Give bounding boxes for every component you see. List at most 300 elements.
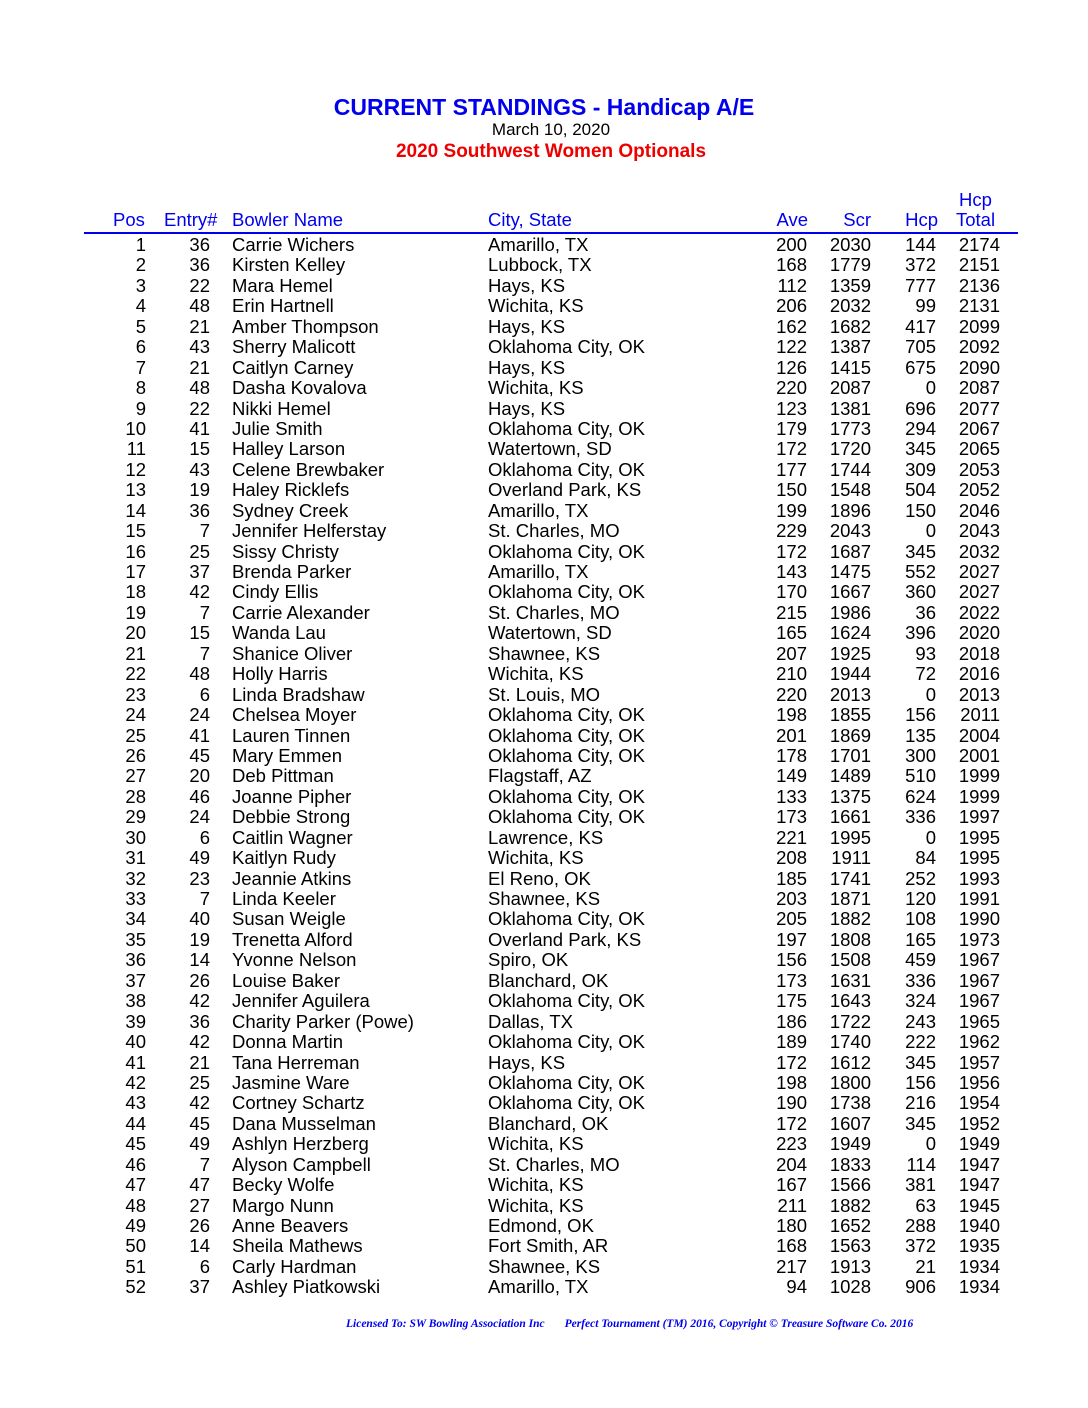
table-row [0,235,1088,255]
cell-scr: 1475 [829,561,871,582]
cell-hcp: 777 [905,274,936,296]
cell-ave: 179 [776,417,807,439]
cell-hcp: 300 [905,744,936,766]
cell-entry: 42 [189,990,210,1012]
cell-entry: 49 [189,847,210,869]
cell-city-state: Hays, KS [488,315,566,337]
cell-bowler-name: Kaitlyn Rudy [232,847,336,869]
cell-hcp-total: 2052 [958,479,1000,501]
table-row [0,1236,1088,1256]
cell-scr: 1682 [829,315,871,337]
cell-bowler-name: Yvonne Nelson [232,949,357,971]
cell-hcp: 150 [905,499,936,521]
cell-hcp-total: 2099 [958,315,1000,337]
cell-scr: 1387 [829,336,871,358]
table-row [0,848,1088,868]
cell-hcp-total: 1947 [958,1174,1000,1196]
cell-hcp: 552 [905,561,936,582]
cell-city-state: Amarillo, TX [488,1276,589,1298]
cell-city-state: Oklahoma City, OK [488,990,645,1012]
cell-bowler-name: Trenetta Alford [232,928,353,950]
cell-entry: 36 [189,254,210,276]
table-row [0,480,1088,500]
cell-hcp: 0 [925,1133,936,1155]
table-row [0,603,1088,623]
cell-scr: 1773 [829,417,871,439]
cell-ave: 220 [776,683,807,705]
cell-scr: 1508 [829,949,871,971]
cell-entry: 7 [199,888,210,909]
cell-hcp-total: 2022 [958,601,1000,623]
cell-pos: 22 [125,663,146,685]
cell-bowler-name: Cortney Schartz [232,1092,365,1114]
cell-entry: 45 [189,1112,210,1134]
cell-entry: 49 [189,1133,210,1155]
cell-bowler-name: Becky Wolfe [232,1174,335,1196]
cell-entry: 48 [189,377,210,399]
cell-hcp-total: 1995 [958,826,1000,848]
cell-hcp-total: 2136 [958,274,1000,296]
cell-city-state: Shawnee, KS [488,642,601,664]
cell-pos: 5 [135,315,146,337]
cell-city-state: Spiro, OK [488,949,569,971]
cell-entry: 21 [189,1051,210,1073]
cell-entry: 46 [189,785,210,807]
cell-hcp: 345 [905,438,936,460]
cell-pos: 38 [125,990,146,1012]
cell-pos: 8 [135,377,146,399]
cell-hcp: 0 [925,826,936,848]
cell-ave: 165 [776,622,807,644]
cell-pos: 7 [135,356,146,378]
table-row [0,991,1088,1011]
cell-bowler-name: Susan Weigle [232,908,346,930]
cell-ave: 199 [776,499,807,521]
cell-city-state: Amarillo, TX [488,499,589,521]
cell-scr: 1701 [829,744,871,766]
table-row [0,1196,1088,1216]
cell-bowler-name: Linda Keeler [232,888,336,909]
cell-bowler-name: Alyson Campbell [232,1153,371,1175]
cell-hcp: 510 [905,765,936,787]
cell-hcp: 459 [905,949,936,971]
cell-bowler-name: Tana Herreman [232,1051,360,1073]
cell-hcp-total: 1973 [958,928,1000,950]
cell-pos: 31 [125,847,146,869]
cell-entry: 41 [189,417,210,439]
cell-hcp: 135 [905,724,936,746]
cell-bowler-name: Jennifer Helferstay [232,520,387,542]
cell-bowler-name: Carrie Alexander [232,601,370,623]
cell-city-state: Oklahoma City, OK [488,806,645,828]
cell-hcp: 165 [905,928,936,950]
cell-ave: 200 [776,234,807,255]
cell-pos: 24 [125,704,146,726]
cell-ave: 217 [776,1255,807,1277]
cell-bowler-name: Sissy Christy [232,540,339,562]
cell-hcp-total: 1965 [958,1010,1000,1032]
table-row [0,562,1088,582]
cell-pos: 25 [125,724,146,746]
cell-hcp: 252 [905,867,936,889]
cell-bowler-name: Mara Hemel [232,274,333,296]
table-row [0,399,1088,419]
cell-entry: 41 [189,724,210,746]
cell-entry: 37 [189,1276,210,1298]
cell-scr: 1740 [829,1031,871,1053]
cell-entry: 42 [189,1092,210,1114]
cell-hcp: 675 [905,356,936,378]
cell-pos: 13 [125,479,146,501]
cell-bowler-name: Shanice Oliver [232,642,353,664]
cell-bowler-name: Celene Brewbaker [232,458,385,480]
cell-scr: 1687 [829,540,871,562]
cell-hcp-total: 1934 [958,1276,1000,1298]
cell-scr: 1667 [829,581,871,603]
cell-pos: 12 [125,458,146,480]
cell-scr: 2087 [829,377,871,399]
cell-entry: 47 [189,1174,210,1196]
cell-entry: 14 [189,1235,210,1257]
cell-bowler-name: Halley Larson [232,438,346,460]
cell-bowler-name: Kirsten Kelley [232,254,346,276]
cell-hcp-total: 1962 [958,1031,1000,1053]
table-row [0,1012,1088,1032]
cell-bowler-name: Donna Martin [232,1031,344,1053]
cell-ave: 123 [776,397,807,419]
cell-pos: 40 [125,1031,146,1053]
table-row [0,276,1088,296]
cell-hcp: 336 [905,969,936,991]
cell-hcp-total: 2092 [958,336,1000,358]
cell-hcp: 63 [915,1194,936,1216]
cell-hcp: 345 [905,1112,936,1134]
cell-scr: 1612 [829,1051,871,1073]
table-row [0,787,1088,807]
cell-pos: 18 [125,581,146,603]
cell-ave: 175 [776,990,807,1012]
cell-hcp: 417 [905,315,936,337]
cell-pos: 41 [125,1051,146,1073]
cell-ave: 197 [776,928,807,950]
cell-city-state: Blanchard, OK [488,969,609,991]
cell-ave: 170 [776,581,807,603]
cell-city-state: Wichita, KS [488,1194,584,1216]
cell-ave: 133 [776,785,807,807]
cell-ave: 186 [776,1010,807,1032]
cell-ave: 177 [776,458,807,480]
cell-scr: 1800 [829,1071,871,1093]
cell-ave: 172 [776,1051,807,1073]
cell-bowler-name: Dasha Kovalova [232,377,367,399]
cell-ave: 172 [776,438,807,460]
cell-hcp: 243 [905,1010,936,1032]
table-row [0,971,1088,991]
cell-scr: 1882 [829,1194,871,1216]
cell-entry: 6 [199,1255,210,1277]
table-row [0,664,1088,684]
table-row [0,1134,1088,1154]
cell-ave: 210 [776,663,807,685]
cell-entry: 40 [189,908,210,930]
cell-entry: 25 [189,1071,210,1093]
cell-entry: 7 [199,1153,210,1175]
cell-ave: 203 [776,888,807,909]
cell-scr: 2032 [829,295,871,317]
cell-pos: 32 [125,867,146,889]
cell-hcp: 360 [905,581,936,603]
cell-entry: 19 [189,928,210,950]
cell-scr: 1913 [829,1255,871,1277]
table-row [0,1216,1088,1236]
cell-city-state: Flagstaff, AZ [488,765,592,787]
cell-ave: 229 [776,520,807,542]
table-row [0,726,1088,746]
footer [346,1318,913,1330]
col-hcp-total-header-top: Hcp [959,189,992,210]
footer-license: Licensed To: SW Bowling Association Inc [346,1318,545,1330]
table-row [0,317,1088,337]
cell-bowler-name: Carrie Wichers [232,234,355,255]
cell-hcp: 0 [925,520,936,542]
table-row [0,889,1088,909]
cell-city-state: Oklahoma City, OK [488,704,645,726]
cell-pos: 44 [125,1112,146,1134]
cell-scr: 1744 [829,458,871,480]
table-row [0,766,1088,786]
cell-hcp: 504 [905,479,936,501]
cell-city-state: St. Charles, MO [488,601,620,623]
cell-city-state: Oklahoma City, OK [488,785,645,807]
cell-city-state: Oklahoma City, OK [488,581,645,603]
table-row [0,644,1088,664]
cell-hcp: 624 [905,785,936,807]
cell-hcp-total: 1999 [958,765,1000,787]
cell-hcp-total: 1993 [958,867,1000,889]
cell-city-state: Overland Park, KS [488,928,642,950]
cell-entry: 21 [189,356,210,378]
table-row [0,1093,1088,1113]
cell-hcp: 114 [906,1153,936,1175]
cell-entry: 27 [189,1194,210,1216]
cell-scr: 1925 [829,642,871,664]
cell-pos: 37 [125,969,146,991]
cell-entry: 20 [189,765,210,787]
cell-city-state: Shawnee, KS [488,1255,601,1277]
cell-hcp: 216 [905,1092,936,1114]
cell-hcp: 0 [925,377,936,399]
cell-scr: 1415 [829,356,871,378]
cell-scr: 2043 [829,520,871,542]
cell-bowler-name: Brenda Parker [232,561,352,582]
table-row [0,255,1088,275]
cell-hcp-total: 2027 [958,581,1000,603]
cell-entry: 7 [199,601,210,623]
table-row [0,1155,1088,1175]
cell-pos: 52 [125,1276,146,1298]
cell-hcp: 396 [905,622,936,644]
cell-scr: 2013 [829,683,871,705]
cell-city-state: Watertown, SD [488,622,612,644]
cell-city-state: Blanchard, OK [488,1112,609,1134]
cell-scr: 1869 [829,724,871,746]
cell-bowler-name: Sherry Malicott [232,336,356,358]
cell-pos: 48 [125,1194,146,1216]
cell-entry: 48 [189,295,210,317]
cell-entry: 25 [189,540,210,562]
table-row [0,296,1088,316]
cell-pos: 50 [125,1235,146,1257]
cell-hcp-total: 2020 [958,622,1000,644]
cell-hcp: 144 [905,234,936,255]
cell-scr: 1643 [829,990,871,1012]
cell-entry: 7 [199,520,210,542]
table-row [0,358,1088,378]
cell-pos: 16 [125,540,146,562]
cell-ave: 189 [776,1031,807,1053]
cell-bowler-name: Mary Emmen [232,744,342,766]
cell-hcp: 381 [905,1174,936,1196]
table-row [0,337,1088,357]
cell-hcp: 72 [915,663,936,685]
cell-ave: 205 [776,908,807,930]
table-row [0,1032,1088,1052]
cell-hcp-total: 2043 [958,520,1000,542]
cell-city-state: Amarillo, TX [488,234,589,255]
cell-scr: 1779 [829,254,871,276]
cell-bowler-name: Wanda Lau [232,622,326,644]
cell-hcp: 222 [905,1031,936,1053]
cell-hcp: 372 [905,254,936,276]
table-row [0,460,1088,480]
cell-scr: 1375 [829,785,871,807]
table-row [0,746,1088,766]
cell-hcp-total: 2027 [958,561,1000,582]
cell-pos: 33 [125,888,146,909]
cell-city-state: St. Charles, MO [488,520,620,542]
cell-hcp-total: 1967 [958,990,1000,1012]
cell-city-state: Wichita, KS [488,295,584,317]
cell-city-state: Amarillo, TX [488,561,589,582]
cell-ave: 122 [776,336,807,358]
cell-hcp: 696 [905,397,936,419]
cell-hcp: 93 [915,642,936,664]
cell-scr: 1563 [829,1235,871,1257]
cell-city-state: Wichita, KS [488,663,584,685]
cell-hcp: 288 [905,1215,936,1236]
col-hcp-total-header-bottom: Total [956,209,996,230]
cell-hcp: 99 [915,295,936,317]
cell-city-state: Oklahoma City, OK [488,1092,645,1114]
cell-hcp-total: 2018 [958,642,1000,664]
cell-city-state: St. Charles, MO [488,1153,620,1175]
cell-hcp-total: 1945 [958,1194,1000,1216]
cell-ave: 190 [776,1092,807,1114]
cell-pos: 27 [125,765,146,787]
cell-hcp-total: 1947 [958,1153,1000,1175]
table-row [0,1257,1088,1277]
cell-pos: 9 [135,397,146,419]
table-row [0,807,1088,827]
cell-city-state: Lubbock, TX [488,254,592,276]
cell-entry: 26 [189,1215,210,1236]
cell-ave: 201 [776,724,807,746]
cell-entry: 43 [189,458,210,480]
cell-bowler-name: Charity Parker (Powe) [232,1010,414,1032]
cell-ave: 180 [776,1215,807,1236]
cell-entry: 45 [189,744,210,766]
cell-hcp: 705 [905,336,936,358]
cell-entry: 26 [189,969,210,991]
cell-pos: 35 [125,928,146,950]
cell-scr: 1944 [829,663,871,685]
cell-bowler-name: Linda Bradshaw [232,683,365,705]
cell-pos: 11 [126,438,146,460]
cell-entry: 22 [189,397,210,419]
table-row [0,623,1088,643]
cell-bowler-name: Jasmine Ware [232,1071,350,1093]
col-scr-header: Scr [843,209,871,230]
col-city-header: City, State [488,209,572,230]
cell-bowler-name: Joanne Pipher [232,785,352,807]
table-row [0,1073,1088,1093]
cell-scr: 1911 [831,847,871,869]
cell-hcp-total: 2087 [958,377,1000,399]
cell-hcp: 906 [905,1276,936,1298]
table-row [0,419,1088,439]
cell-hcp-total: 1995 [958,847,1000,869]
cell-entry: 36 [189,499,210,521]
cell-pos: 26 [125,744,146,766]
cell-bowler-name: Sheila Mathews [232,1235,363,1257]
table-row [0,1175,1088,1195]
table-row [0,521,1088,541]
cell-scr: 1489 [829,765,871,787]
cell-hcp-total: 1940 [958,1215,1000,1236]
cell-entry: 19 [189,479,210,501]
page-title: CURRENT STANDINGS - Handicap A/E [333,94,755,120]
cell-entry: 42 [189,581,210,603]
cell-city-state: Oklahoma City, OK [488,1031,645,1053]
cell-scr: 1855 [829,704,871,726]
column-header-row [0,188,1088,232]
cell-pos: 36 [125,949,146,971]
cell-entry: 14 [189,949,210,971]
cell-bowler-name: Erin Hartnell [232,295,334,317]
cell-ave: 156 [776,949,807,971]
cell-bowler-name: Lauren Tinnen [232,724,351,746]
cell-bowler-name: Debbie Strong [232,806,351,828]
cell-hcp-total: 1991 [958,888,1000,909]
cell-bowler-name: Chelsea Moyer [232,704,357,726]
cell-hcp-total: 1997 [958,806,1000,828]
cell-scr: 1722 [829,1010,871,1032]
cell-hcp: 84 [915,847,936,869]
cell-city-state: Oklahoma City, OK [488,744,645,766]
cell-city-state: Oklahoma City, OK [488,724,645,746]
cell-hcp-total: 1990 [958,908,1000,930]
cell-hcp-total: 2053 [958,458,1000,480]
cell-hcp: 324 [905,990,936,1012]
cell-scr: 1882 [829,908,871,930]
cell-hcp-total: 2065 [958,438,1000,460]
cell-city-state: Wichita, KS [488,1174,584,1196]
cell-city-state: Hays, KS [488,1051,566,1073]
cell-bowler-name: Holly Harris [232,663,328,685]
cell-entry: 21 [189,315,210,337]
table-row [0,869,1088,889]
cell-scr: 1631 [829,969,871,991]
